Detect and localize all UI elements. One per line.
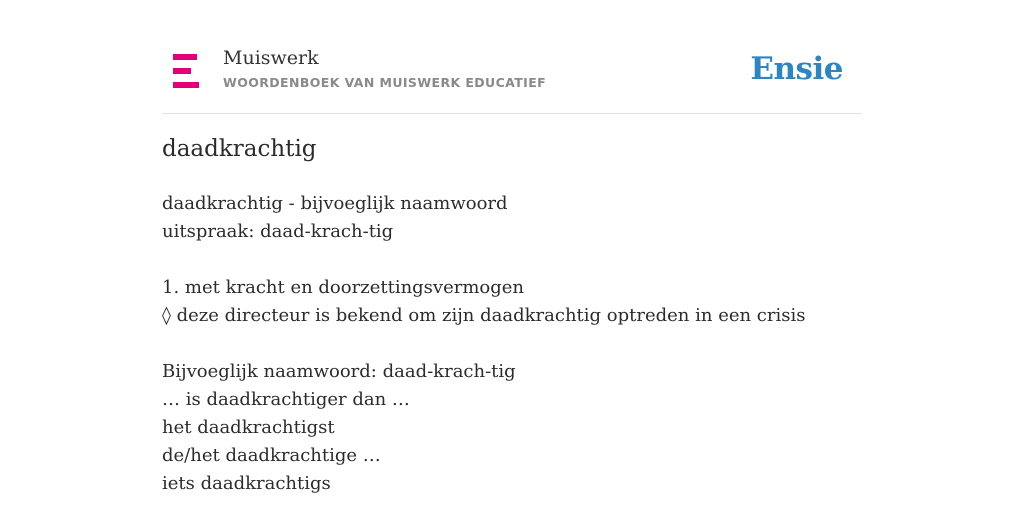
definition-spacer xyxy=(162,246,862,274)
definition-body xyxy=(162,190,862,498)
definition-line-superlative: het daadkrachtigst xyxy=(162,417,335,438)
definition-line-inflected: de/het daadkrachtige … xyxy=(162,445,381,466)
definition-line-meaning: 1. met kracht en doorzettingsvermogen xyxy=(162,277,525,298)
definition-line-inflection-header: Bijvoeglijk naamwoord: daad-krach-tig xyxy=(162,361,516,382)
logo-bar-middle xyxy=(173,68,191,74)
definition-line-comparative: … is daadkrachtiger dan … xyxy=(162,389,410,410)
ensie-logo-link[interactable]: Ensie xyxy=(750,51,843,87)
logo-bar-bottom xyxy=(173,82,199,88)
page-header xyxy=(162,40,862,114)
definition-line-pronunciation: uitspraak: daad-krach-tig xyxy=(162,221,394,242)
muiswerk-logo-icon[interactable] xyxy=(173,54,199,88)
definition-line-partitive: iets daadkrachtigs xyxy=(162,473,331,494)
definition-line-example: ◊ deze directeur is bekend om zijn daadkrachtig optreden in een crisis xyxy=(162,305,806,326)
source-subtitle: WOORDENBOEK VAN MUISWERK EDUCATIEF xyxy=(223,75,547,90)
page-title: daadkrachtig xyxy=(162,136,317,162)
logo-bar-top xyxy=(173,54,197,60)
definition-line-word-class: daadkrachtig - bijvoeglijk naamwoord xyxy=(162,193,508,214)
source-name[interactable]: Muiswerk xyxy=(223,47,319,69)
definition-spacer xyxy=(162,330,862,358)
